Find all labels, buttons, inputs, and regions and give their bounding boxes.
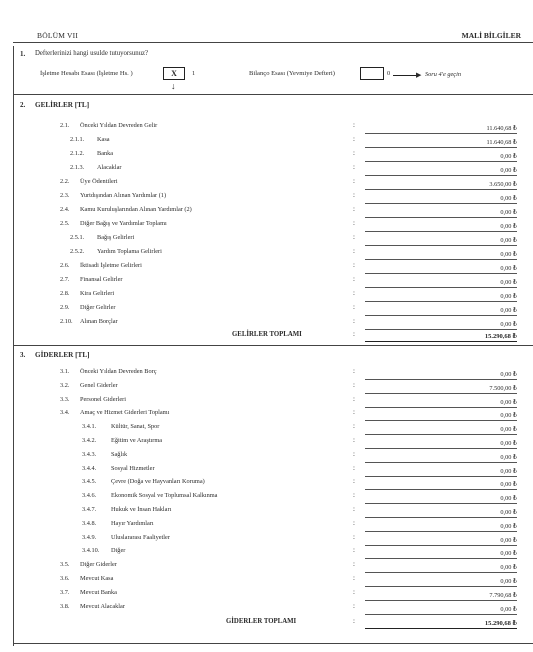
row-number: 3.4.4. bbox=[82, 464, 97, 472]
row-value: 0,00 ₺ bbox=[365, 495, 517, 504]
row-label: Yardım Toplama Gelirleri bbox=[97, 248, 162, 255]
row-number: 3.1. bbox=[60, 368, 70, 375]
row-value: 0,00 ₺ bbox=[365, 537, 517, 546]
row-label: Üye Ödentileri bbox=[80, 178, 118, 185]
row-label: Eğitim ve Araştırma bbox=[111, 437, 163, 444]
row-number: 2.2. bbox=[60, 178, 70, 185]
row-value: 0,00 ₺ bbox=[365, 578, 517, 587]
row-label: Sağlık bbox=[111, 450, 128, 458]
row-colon: : bbox=[353, 191, 355, 199]
row-number: 2.7. bbox=[60, 276, 70, 283]
row-value: 0,00 ₺ bbox=[365, 209, 517, 218]
row-number: 2.1.2. bbox=[70, 150, 85, 157]
row-label: Önceki Yıldan Devreden Borç bbox=[80, 368, 157, 375]
row-value: 7.500,00 ₺ bbox=[365, 385, 517, 394]
row-number: 3.4.8. bbox=[82, 519, 97, 527]
row-colon: : bbox=[353, 546, 355, 555]
row-value: 0,00 ₺ bbox=[365, 307, 517, 316]
row-number: 2.5. bbox=[60, 220, 70, 227]
row-label: Uluslararası Faaliyetler bbox=[111, 533, 170, 541]
bottom-divider bbox=[13, 643, 533, 644]
row-number: 2.6. bbox=[60, 262, 70, 269]
row-value: 3.650,00 ₺ bbox=[365, 181, 517, 190]
row-label: Kasa bbox=[97, 136, 110, 143]
row-number: 2.5.1. bbox=[70, 234, 85, 241]
row-colon: : bbox=[353, 587, 355, 596]
row-number: 3.4.7. bbox=[82, 506, 97, 513]
row-value: 0,00 ₺ bbox=[365, 265, 517, 274]
income-total-label: GELİRLER TOPLAMI bbox=[232, 331, 302, 338]
section-header-left: BÖLÜM VII bbox=[37, 31, 79, 40]
row-number: 3.2. bbox=[60, 381, 70, 389]
row-colon: : bbox=[353, 121, 355, 129]
row-value: 0,00 ₺ bbox=[365, 195, 517, 204]
row-label: Mevcut Kasa bbox=[80, 575, 114, 582]
row-number: 2.8. bbox=[60, 290, 70, 297]
row-colon: : bbox=[353, 560, 355, 569]
option-2-note: Soru 4'e geçin bbox=[425, 71, 461, 78]
row-label: Alacaklar bbox=[97, 164, 122, 171]
row-colon: : bbox=[353, 436, 355, 444]
row-number: 2.1.3. bbox=[70, 164, 85, 171]
row-value: 11.640,68 ₺ bbox=[365, 125, 517, 134]
row-label: Diğer Giderler bbox=[80, 561, 117, 569]
section-2-number: 2. bbox=[20, 101, 26, 109]
row-colon: : bbox=[353, 505, 355, 513]
row-label: İktisadi İşletme Gelirleri bbox=[80, 262, 142, 269]
row-colon: : bbox=[353, 247, 355, 255]
row-number: 3.4.1. bbox=[82, 423, 97, 431]
row-label: Personel Giderleri bbox=[80, 395, 126, 403]
row-number: 3.8. bbox=[60, 602, 70, 610]
left-border bbox=[13, 46, 14, 646]
row-number: 3.7. bbox=[60, 588, 70, 596]
divider-2 bbox=[13, 345, 533, 346]
option-1-checkbox[interactable]: X bbox=[163, 67, 185, 80]
row-colon: : bbox=[353, 477, 355, 486]
row-label: Önceki Yıldan Devreden Gelir bbox=[80, 122, 158, 129]
row-colon: : bbox=[353, 518, 355, 527]
row-label: Amaç ve Hizmet Giderleri Toplamı bbox=[80, 409, 170, 417]
row-colon: : bbox=[353, 601, 355, 610]
row-number: 3.4.5. bbox=[82, 478, 97, 486]
row-number: 2.9. bbox=[60, 304, 70, 311]
row-number: 3.4.10. bbox=[82, 547, 100, 555]
section-header-right: MALİ BİLGİLER bbox=[461, 31, 521, 40]
row-colon: : bbox=[353, 177, 355, 185]
row-value: 0,00 ₺ bbox=[365, 399, 517, 408]
row-value: 0,00 ₺ bbox=[365, 153, 517, 162]
row-label: Ekonomik Sosyal ve Toplumsal Kalkınma bbox=[111, 492, 218, 500]
top-divider bbox=[13, 42, 533, 43]
arrow-down-icon: ↓ bbox=[171, 81, 176, 91]
row-value: 0,00 ₺ bbox=[365, 237, 517, 246]
row-label: Yurtdışından Alınan Yardımlar (1) bbox=[80, 192, 167, 199]
row-label: Hayır Yardımları bbox=[111, 519, 154, 527]
income-total-colon: : bbox=[353, 330, 355, 338]
row-label: Finansal Gelirler bbox=[80, 276, 123, 283]
expense-total-value: 15.290,68 ₺ bbox=[365, 620, 517, 629]
expense-total-colon: : bbox=[353, 617, 355, 625]
row-colon: : bbox=[353, 394, 355, 403]
row-label: Mevcut Banka bbox=[80, 588, 117, 596]
row-value: 0,00 ₺ bbox=[365, 293, 517, 302]
row-number: 2.4. bbox=[60, 206, 70, 213]
row-value: 0,00 ₺ bbox=[365, 481, 517, 490]
row-label: Diğer Gelirler bbox=[80, 304, 116, 311]
row-label: Genel Giderler bbox=[80, 381, 118, 389]
row-number: 3.4.3. bbox=[82, 450, 97, 458]
row-colon: : bbox=[353, 163, 355, 171]
row-colon: : bbox=[353, 408, 355, 417]
row-label: Hukuk ve İnsan Hakları bbox=[111, 506, 172, 513]
row-label: Diğer Bağış ve Yardımlar Toplamı bbox=[80, 220, 167, 227]
row-value: 0,00 ₺ bbox=[365, 412, 517, 421]
expense-total-label: GİDERLER TOPLAMI bbox=[226, 618, 297, 625]
row-number: 3.5. bbox=[60, 561, 70, 569]
section-3-title: GİDERLER [TL] bbox=[35, 351, 90, 359]
row-colon: : bbox=[353, 317, 355, 325]
row-colon: : bbox=[353, 135, 355, 143]
row-label: Banka bbox=[97, 150, 114, 157]
arrow-right-icon: ▶ bbox=[416, 71, 422, 79]
row-colon: : bbox=[353, 303, 355, 311]
row-value: 0,00 ₺ bbox=[365, 468, 517, 477]
row-colon: : bbox=[353, 532, 355, 541]
row-label: Kültür, Sanat, Spor bbox=[111, 423, 160, 431]
section-1-question: Defterlerinizi hangi usulde tutuyorsunuz? bbox=[35, 50, 149, 57]
row-number: 2.10. bbox=[60, 318, 73, 325]
row-value: 0,00 ₺ bbox=[365, 550, 517, 559]
row-number: 3.4.9. bbox=[82, 533, 97, 541]
row-number: 2.1.1. bbox=[70, 136, 85, 143]
row-value: 0,00 ₺ bbox=[365, 321, 517, 330]
row-value: 7.790,68 ₺ bbox=[365, 592, 517, 601]
row-label: Mevcut Alacaklar bbox=[80, 602, 125, 610]
row-label: Sosyal Hizmetler bbox=[111, 464, 155, 472]
row-colon: : bbox=[353, 275, 355, 283]
row-colon: : bbox=[353, 205, 355, 213]
option-2-suffix: 0 bbox=[387, 70, 391, 77]
row-value: 0,00 ₺ bbox=[365, 371, 517, 380]
row-label: Diğer bbox=[111, 547, 126, 555]
row-colon: : bbox=[353, 233, 355, 241]
section-2-title: GELİRLER [TL] bbox=[35, 101, 90, 109]
row-number: 2.5.2. bbox=[70, 248, 85, 255]
section-3-number: 3. bbox=[20, 351, 26, 359]
row-label: Kira Gelirleri bbox=[80, 290, 115, 297]
row-value: 0,00 ₺ bbox=[365, 251, 517, 260]
row-value: 0,00 ₺ bbox=[365, 167, 517, 176]
row-colon: : bbox=[353, 149, 355, 157]
row-colon: : bbox=[353, 219, 355, 227]
section-1-number: 1. bbox=[20, 50, 26, 58]
option-1-label: İşletme Hesabı Esası (İşletme Hs. ) bbox=[40, 70, 133, 77]
row-label: Bağış Gelirleri bbox=[97, 234, 135, 241]
row-colon: : bbox=[353, 380, 355, 389]
row-colon: : bbox=[353, 367, 355, 375]
option-1-suffix: 1 bbox=[192, 70, 196, 77]
row-label: Çevre (Doğa ve Hayvanları Koruma) bbox=[111, 478, 205, 486]
row-value: 0,00 ₺ bbox=[365, 454, 517, 463]
row-value: 0,00 ₺ bbox=[365, 223, 517, 232]
row-label: Kamu Kuruluşlarından Alınan Yardımlar (2) bbox=[80, 206, 192, 213]
row-value: 0,00 ₺ bbox=[365, 509, 517, 518]
row-value: 11.640,68 ₺ bbox=[365, 139, 517, 148]
row-number: 3.4. bbox=[60, 409, 70, 417]
row-colon: : bbox=[353, 574, 355, 582]
row-number: 3.6. bbox=[60, 575, 70, 582]
row-value: 0,00 ₺ bbox=[365, 523, 517, 532]
row-number: 3.4.2. bbox=[82, 437, 97, 444]
row-value: 0,00 ₺ bbox=[365, 279, 517, 288]
row-number: 3.4.6. bbox=[82, 492, 97, 500]
row-colon: : bbox=[353, 449, 355, 458]
row-colon: : bbox=[353, 289, 355, 297]
row-colon: : bbox=[353, 463, 355, 472]
income-total-value: 15.290,68 ₺ bbox=[365, 333, 517, 342]
row-number: 2.3. bbox=[60, 192, 70, 199]
divider-1 bbox=[13, 94, 533, 95]
row-number: 3.3. bbox=[60, 395, 70, 403]
row-colon: : bbox=[353, 491, 355, 500]
row-label: Alınan Borçlar bbox=[80, 318, 118, 325]
row-colon: : bbox=[353, 261, 355, 269]
option-2-checkbox[interactable] bbox=[360, 67, 384, 80]
row-value: 0,00 ₺ bbox=[365, 426, 517, 435]
row-value: 0,00 ₺ bbox=[365, 606, 517, 615]
row-value: 0,00 ₺ bbox=[365, 440, 517, 449]
row-value: 0,00 ₺ bbox=[365, 564, 517, 573]
row-colon: : bbox=[353, 422, 355, 431]
row-number: 2.1. bbox=[60, 122, 70, 129]
option-2-label: Bilanço Esası (Yevmiye Defteri) bbox=[249, 70, 335, 77]
